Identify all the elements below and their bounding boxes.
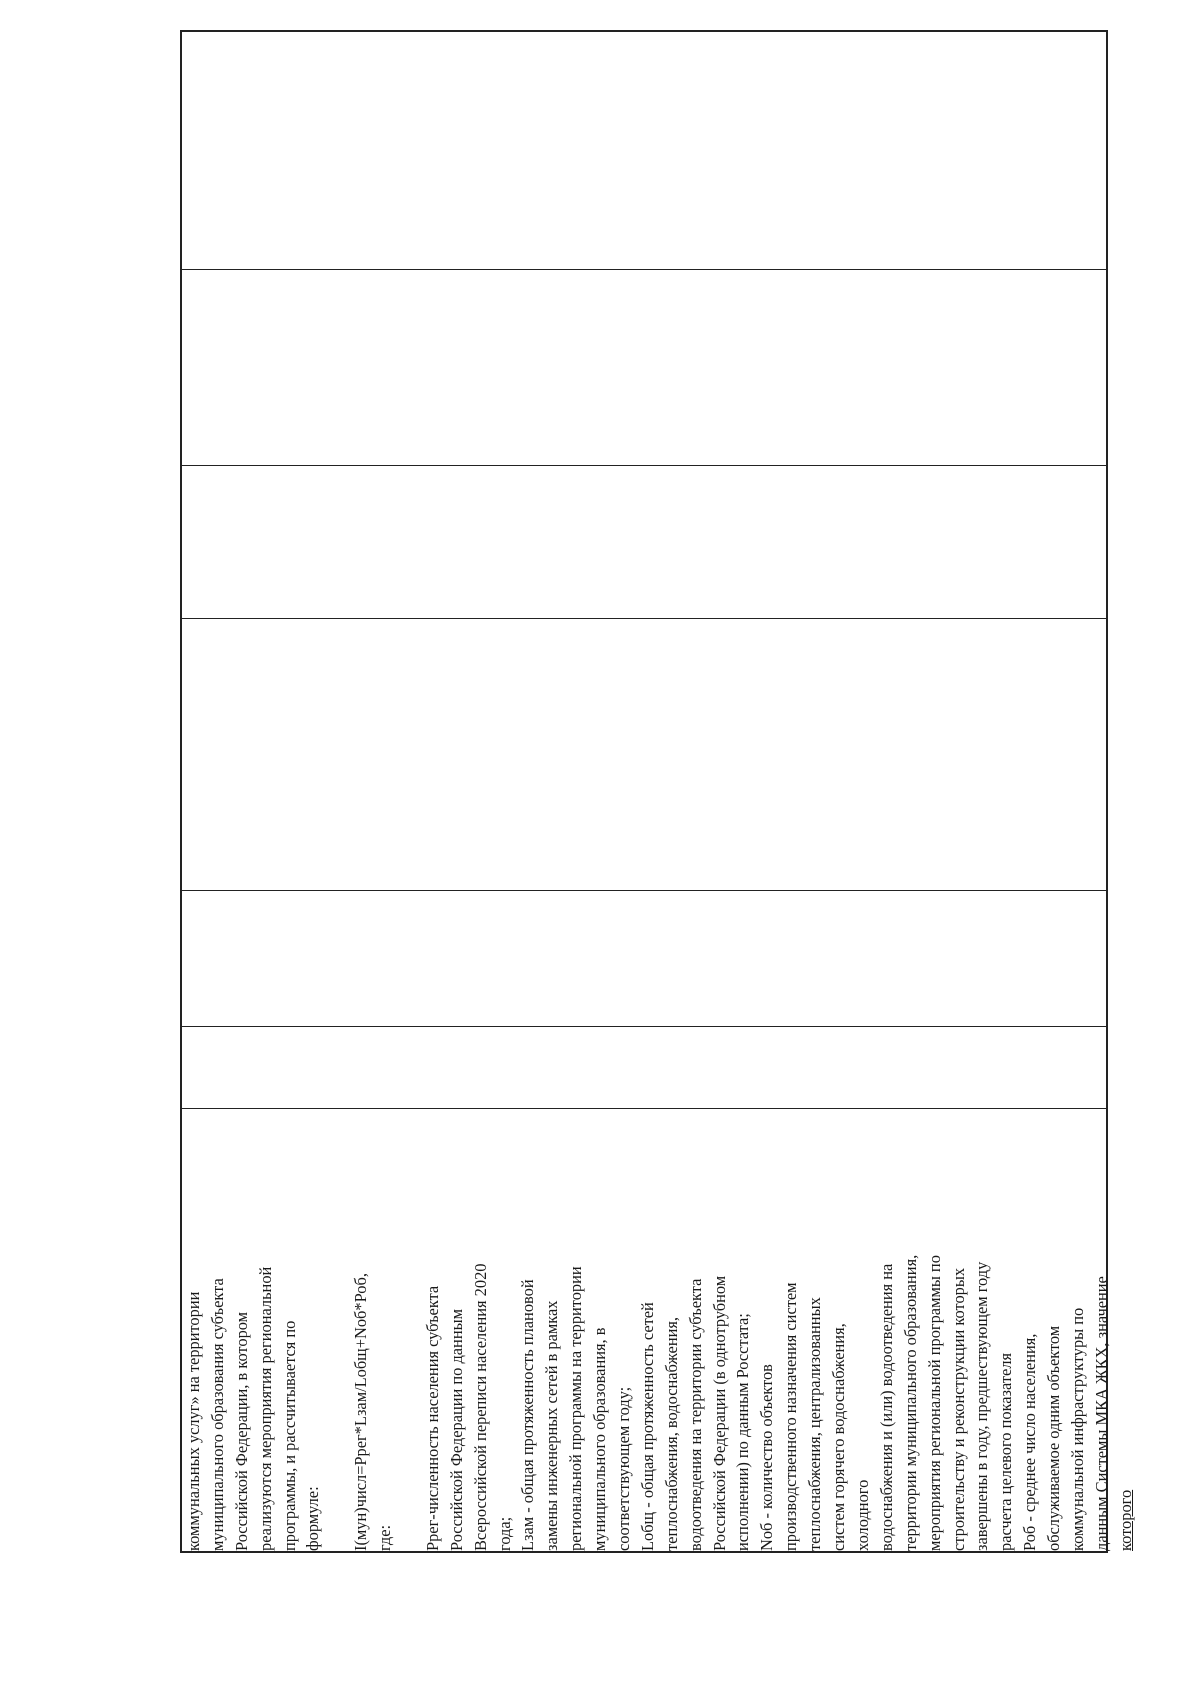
text-line: муниципального образования, в [590, 1327, 610, 1551]
row-divider [182, 618, 1106, 619]
text-line: Российской Федерации по данным [446, 1309, 466, 1551]
text-line: программы, и рассчитывается по [279, 1320, 299, 1551]
text-line: производственного назначения систем [781, 1282, 801, 1551]
text-line: строительству и реконструкции которых [948, 1267, 968, 1551]
text-line: теплоснабжения, централизованных [805, 1297, 825, 1551]
row-divider [182, 465, 1106, 466]
text-line: коммунальных услуг» на территории [184, 1291, 203, 1551]
text-line [397, 1146, 421, 1551]
text-line: формуле: [303, 1486, 323, 1551]
row-divider [182, 890, 1106, 891]
text-line: территории муниципального образования, [900, 1254, 920, 1551]
text-line: Lобщ - общая протяженность сетей [637, 1302, 657, 1551]
text-line: водоснабжения и (или) водоотведения на [876, 1263, 896, 1551]
text-line: Lзам - общая протяженность плановой [518, 1279, 538, 1551]
row-divider [182, 269, 1106, 270]
text-line: холодного [852, 1479, 872, 1551]
formula-line: I(мун)числ=Ррег*Lзам/Lобщ+Nоб*Роб, [351, 1273, 371, 1551]
text-line: муниципального образования субъекта [207, 1278, 227, 1551]
text-line: водоотведения на территории субъекта [685, 1278, 705, 1551]
text-line: которого [1115, 1489, 1135, 1551]
row-divider [182, 1026, 1106, 1027]
table-frame [180, 30, 1135, 1553]
text-line: данным Системы МКА ЖКХ, значение [1091, 1276, 1111, 1551]
text-line: обслуживаемое одним объектом [1044, 1325, 1064, 1551]
text-line: мероприятия региональной программы по [924, 1255, 944, 1551]
text-line: Российской Федерации, в котором [231, 1311, 251, 1551]
text-line: Nоб - количество объектов [757, 1364, 777, 1551]
text-line: замены инженерных сетей в рамках [542, 1300, 562, 1551]
text-line: года; [494, 1516, 514, 1551]
text-line: расчета целевого показателя [996, 1352, 1016, 1551]
text-line: Ррег-численность населения субъекта [422, 1285, 442, 1551]
text-line: теплоснабжения, водоснабжения, [661, 1316, 681, 1551]
text-line: Роб - среднее число населения, [1020, 1333, 1040, 1551]
text-line: завершены в году, предшествующем году [972, 1261, 992, 1551]
text-line: региональной программы на территории [566, 1266, 586, 1551]
formula-text [182, 1146, 1138, 1551]
text-line: Всероссийской переписи населения 2020 [470, 1263, 490, 1551]
text-line: Российской Федерации (в однотрубном [709, 1275, 729, 1551]
text-line: соответствующем году; [614, 1386, 634, 1551]
text-line: коммунальной инфраструктуры по [1067, 1307, 1087, 1551]
text-line: исполнении) по данным Росстата; [733, 1313, 753, 1551]
text-line: где: [375, 1524, 395, 1551]
text-line: систем горячего водоснабжения, [829, 1323, 849, 1551]
text-line [325, 1146, 349, 1551]
text-line: реализуются мероприятия региональной [255, 1266, 275, 1551]
row-divider [182, 1108, 1106, 1109]
